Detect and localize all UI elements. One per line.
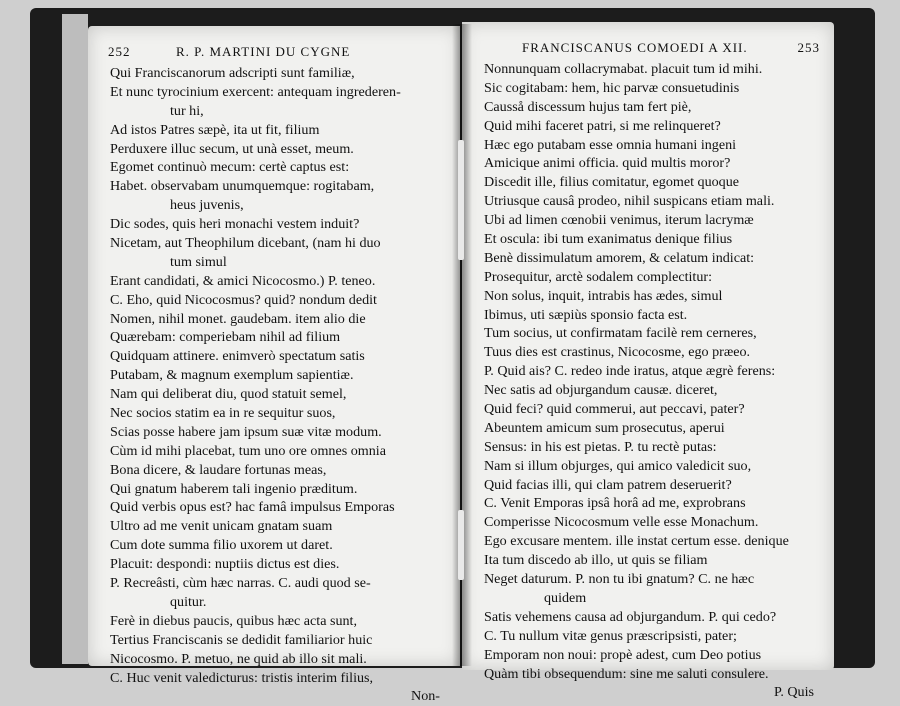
text-line: Egomet continuò mecum: certè captus est:	[110, 159, 350, 176]
text-line: Putabam, & magnum exemplum sapientiæ.	[110, 367, 354, 384]
text-line: Nonnunquam collacrymabat. placuit tum id mihi.	[484, 61, 763, 77]
text-line: Nam si illum objurges, qui amico valedicit suo,	[484, 457, 752, 474]
text-line: Quidquam attinere. enimverò spectatum satis	[110, 348, 365, 365]
binding-thread-upper	[458, 140, 464, 260]
text-line: Comperisse Nicocosmum velle esse Monachum.	[484, 514, 759, 531]
text-line: Non-	[411, 688, 440, 705]
text-line: Quid verbis opus est? hac famâ impulsus Emporas	[110, 499, 395, 516]
text-line: Tum socius, ut confirmatam facilè rem cerneres,	[484, 325, 757, 342]
right-page-header	[482, 40, 820, 58]
text-line: Abeuntem amicum sum prosecutus, aperui	[484, 419, 725, 436]
right-page	[462, 22, 834, 701]
left-page-text	[110, 64, 450, 706]
text-line: Scias posse habere jam ipsum suæ vitæ modum.	[110, 423, 382, 440]
text-line: Prosequitur, arctè sodalem complectitur:	[484, 268, 712, 285]
text-line: Et oscula: ibi tum exanimatus denique filius	[484, 231, 733, 248]
text-line: Perduxere illuc secum, ut unà esset, meum.	[110, 140, 354, 157]
text-line: Habet. observabam unumquemque: rogitabam,	[110, 178, 375, 195]
text-line: Dic sodes, quis heri monachi vestem induit?	[110, 216, 360, 233]
text-line: Satis vehemens causa ad objurgandum. P. qui cedo?	[484, 608, 777, 625]
text-line: Neget daturum. P. non tu ibi gnatum? C. ne hæc	[484, 571, 755, 588]
text-line: quitur.	[170, 593, 207, 610]
text-line: tur hi,	[170, 102, 204, 119]
text-line: Causså discessum hujus tam fert piè,	[484, 98, 692, 115]
text-line: C. Huc venit valedicturus: tristis interim filius,	[110, 669, 374, 686]
text-line: Ultro ad me venit unicam gnatam suam	[110, 518, 333, 535]
text-line: Bona dicere, & laudare fortunas meas,	[110, 461, 327, 478]
right-page-number: 253	[797, 40, 820, 55]
text-line: C. Eho, quid Nicocosmus? quid? nondum dedit	[110, 291, 377, 308]
text-line: tum simul	[170, 253, 227, 270]
text-line: Amicique animi officia. quid multis moror?	[484, 155, 731, 172]
text-line: C. Venit Emporas ipsâ horâ ad me, exprobrans	[484, 495, 746, 512]
text-line: Et nunc tyrocinium exercent: antequam ingrederen-	[110, 83, 401, 100]
text-line: Ubi ad limen cœnobii venimus, iterum lacrymæ	[484, 212, 754, 229]
text-line: Quid mihi faceret patri, si me relinqueret?	[484, 117, 721, 134]
text-line: Quid facias illi, qui clam patrem deseruerit?	[484, 476, 732, 493]
text-line: Erant candidati, & amici Nicocosmo.) P. teneo.	[110, 272, 376, 289]
text-line: Ferè in diebus paucis, quibus hæc acta sunt,	[110, 612, 357, 629]
text-line: quidem	[544, 589, 587, 606]
text-line: Ad istos Patres sæpè, ita ut fit, filium	[110, 121, 320, 138]
text-line: Sic cogitabam: hem, hic parvæ consuetudinis	[484, 79, 740, 96]
text-line: Ego excusare mentem. ille instat certum esse. denique	[484, 533, 789, 550]
text-line: Ibimus, uti sæpiùs sponsio facta est.	[484, 306, 688, 323]
right-running-head: FRANCISCANUS COMOEDI A XII.	[522, 40, 748, 55]
left-page-header	[108, 44, 446, 62]
text-line: Nec satis ad objurgandum causæ. diceret,	[484, 382, 718, 399]
text-line: P. Quis	[774, 684, 814, 701]
text-line: P. Recreâsti, cùm hæc narras. C. audi quod se-	[110, 575, 371, 592]
text-line: Quærebam: comperiebam nihil ad filium	[110, 329, 341, 346]
text-line: Utriusque causâ prodeo, nihil suspicans etiam mali.	[484, 193, 775, 210]
text-line: Sensus: in his est pietas. P. tu rectè putas:	[484, 438, 717, 455]
text-line: Qui Franciscanorum adscripti sunt familiæ,	[110, 65, 355, 81]
text-line: Cum dote summa filio uxorem ut daret.	[110, 537, 333, 554]
text-line: Hæc ego putabam esse omnia humani ingeni	[484, 136, 737, 153]
text-line: Discedit ille, filius comitatur, egomet quoque	[484, 174, 740, 191]
text-line: Qui gnatum haberem tali ingenio præditum.	[110, 480, 358, 497]
text-line: Nam qui deliberat diu, quod statuit semel,	[110, 386, 347, 403]
right-page-text	[484, 60, 824, 702]
text-line: C. Tu nullum vitæ genus præscripsisti, pater;	[484, 627, 737, 644]
text-line: Nicocosmo. P. metuo, ne quid ab illo sit mali.	[110, 650, 367, 667]
text-line: Tertius Franciscanis se dedidit familiarior huic	[110, 631, 373, 648]
text-line: Nicetam, aut Theophilum dicebant, (nam hi duo	[110, 235, 381, 252]
text-line: P. Quid ais? C. redeo inde iratus, atque ægrè ferens:	[484, 363, 776, 380]
text-line: Nomen, nihil monet. gaudebam. item alio die	[110, 310, 366, 327]
left-running-head: R. P. MARTINI DU CYGNE	[176, 44, 351, 59]
page-edges-left	[62, 14, 88, 664]
text-line: Nec socios statim ea in re sequitur suos,	[110, 405, 336, 422]
text-line: Cùm id mihi placebat, tum uno ore omnes omnia	[110, 442, 386, 459]
text-line: Benè dissimulatum amorem, & celatum indicat:	[484, 249, 755, 266]
left-page	[88, 26, 460, 705]
text-line: heus juvenis,	[170, 197, 244, 214]
text-line: Quid feci? quid commerui, aut peccavi, pater?	[484, 401, 745, 418]
binding-thread-lower	[458, 510, 464, 580]
left-page-number: 252	[108, 44, 131, 59]
text-line: Placuit: despondi: nuptiis dictus est dies.	[110, 556, 340, 573]
text-line: Emporam non noui: propè adest, cum Deo potius	[484, 646, 762, 663]
text-line: Tuus dies est crastinus, Nicocosme, ego præeo.	[484, 344, 751, 361]
text-line: Non solus, inquit, intrabis has ædes, simul	[484, 287, 723, 304]
text-line: Ita tum discedo ab illo, ut quis se filiam	[484, 552, 708, 569]
text-line: Quàm tibi obsequendum: sine me saluti consulere.	[484, 665, 769, 682]
